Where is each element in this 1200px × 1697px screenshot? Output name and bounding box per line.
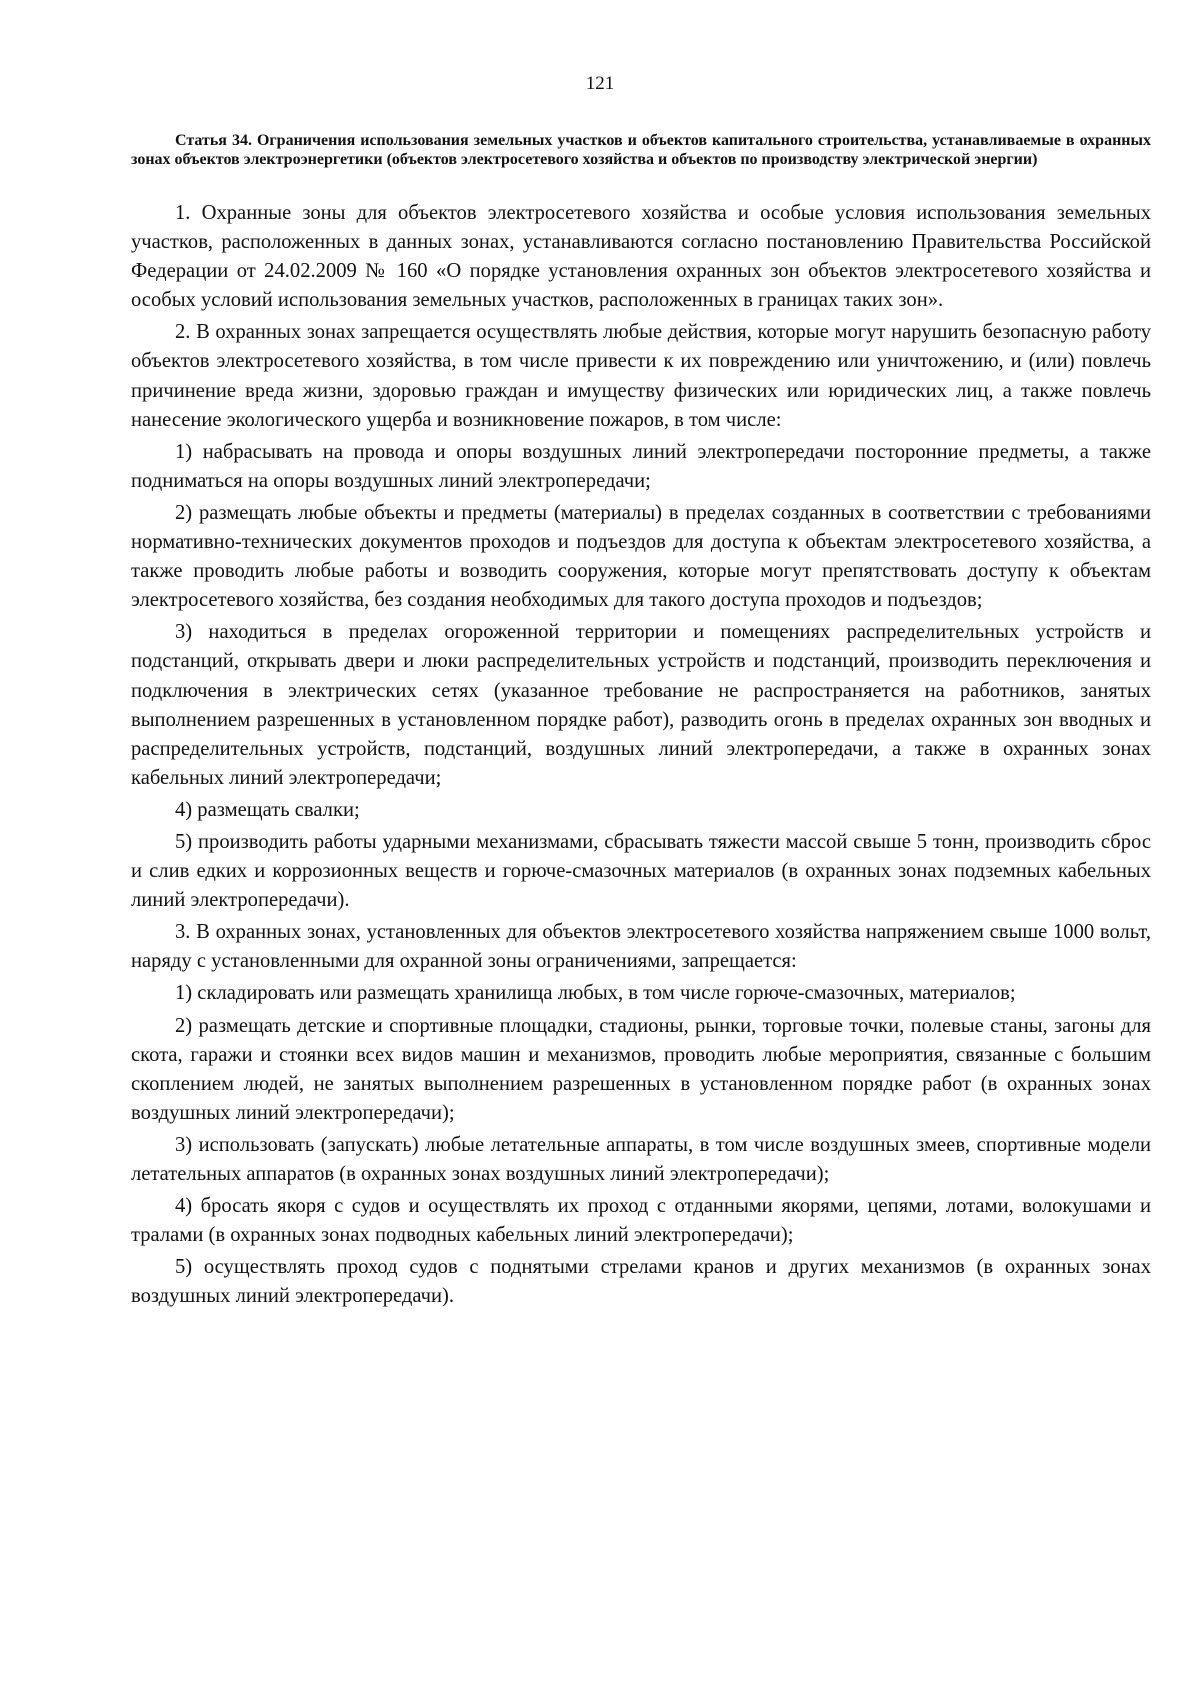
list-item-2-5: 5) производить работы ударными механизмами, сбрасывать тяжести массой свыше 5 тонн, производить сброс и слив едких и коррозионных веществ и горюче-смазочных материалов (в охранных зонах подземных кабельных линий электропередачи).: [131, 830, 1151, 912]
list-item-3-2: 2) размещать детские и спортивные площадки, стадионы, рынки, торговые точки, полевые станы, загоны для скота, гаражи и стоянки всех видов машин и механизмов, проводить любые мероприятия, связанные с большим скоплением людей, не занятых выполнением разрешенных в установленном порядке работ (в охранных зонах воздушных линий электропередачи);: [131, 1014, 1151, 1124]
list-item-3-3: 3) использовать (запускать) любые летательные аппараты, в том числе воздушных змеев, спортивные модели летательных аппаратов (в охранных зонах воздушных линий электропередачи);: [131, 1133, 1151, 1185]
list-item-2-3: 3) находиться в пределах огороженной территории и помещениях распределительных устройств и подстанций, открывать двери и люки распределительных устройств и подстанций, производить переключения и подключения в электрических сетях (указанное требование не распространяется на работников, занятых выполнением разрешенных в установленном порядке работ), разводить огонь в пределах охранных зон вводных и распределительных устройств, подстанций, воздушных линий электропередачи, а также в охранных зонах кабельных линий электропередачи;: [131, 621, 1151, 789]
page-number: 121: [585, 73, 615, 94]
paragraph-1: 1. Охранные зоны для объектов электросетевого хозяйства и особые условия использования земельных участков, расположенных в данных зонах, устанавливаются согласно постановлению Правительства Российской Федерации от 24.02.2009 № 160 «О порядке установления охранных зон объектов электросетевого хозяйства и особых условий использования земельных участков, расположенных в границах таких зон».: [131, 202, 1151, 312]
list-item-2-2: 2) размещать любые объекты и предметы (материалы) в пределах созданных в соответствии с требованиями нормативно-технических документов проходов и подъездов для доступа к объектам электросетевого хозяйства, а также проводить любые работы и возводить сооружения, которые могут препятствовать доступу к объектам электросетевого хозяйства, без создания необходимых для такого доступа проходов и подъездов;: [131, 501, 1151, 612]
paragraph-2: 2. В охранных зонах запрещается осуществлять любые действия, которые могут нарушить безопасную работу объектов электросетевого хозяйства, в том числе привести к их повреждению или уничтожению, и (или) повлечь причинение вреда жизни, здоровью граждан и имуществу физических или юридических лиц, а также повлечь нанесение экологического ущерба и возникновение пожаров, в том числе:: [131, 321, 1151, 431]
list-item-3-5: 5) осуществлять проход судов с поднятыми стрелами кранов и других механизмов (в охранных зонах воздушных линий электропередачи).: [131, 1256, 1151, 1308]
paragraph-3: 3. В охранных зонах, установленных для объектов электросетевого хозяйства напряжением свыше 1000 вольт, наряду с установленными для охранной зоны ограничениями, запрещается:: [131, 921, 1151, 973]
list-item-3-1: 1) складировать или размещать хранилища любых, в том числе горюче-смазочных, материалов;: [175, 982, 1016, 1005]
article-body: [131, 199, 1151, 1314]
article-heading: Статья 34. Ограничения использования земельных участков и объектов капитального строительства, устанавливаемые в охранных зонах объектов электроэнергетики (объектов электросетевого хозяйства и объектов по производству электрической энергии): [131, 132, 1151, 168]
list-item-2-4: 4) размещать свалки;: [175, 798, 360, 821]
list-item-2-1: 1) набрасывать на провода и опоры воздушных линий электропередачи посторонние предметы, а также подниматься на опоры воздушных линий электропередачи;: [131, 440, 1151, 492]
list-item-3-4: 4) бросать якоря с судов и осуществлять их проход с отданными якорями, цепями, лотами, волокушами и тралами (в охранных зонах подводных кабельных линий электропередачи);: [131, 1195, 1151, 1247]
